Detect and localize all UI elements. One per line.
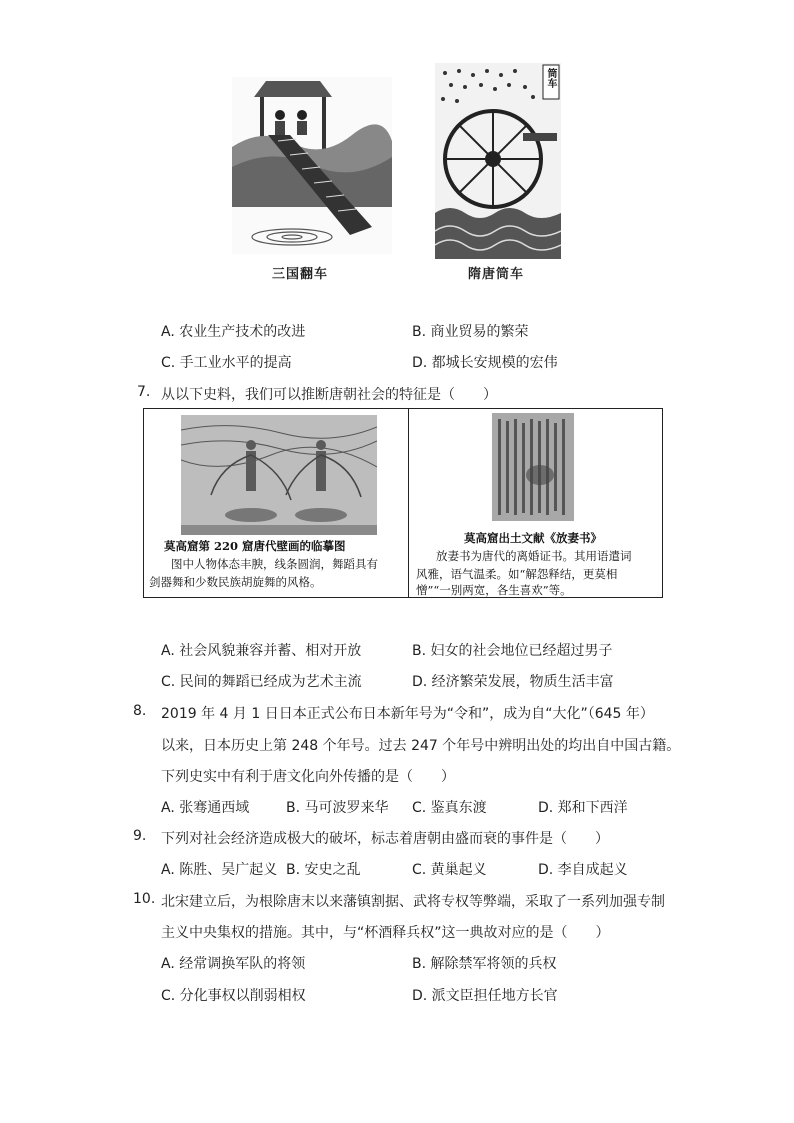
q8-stem-line-1: 2019 年 4 月 1 日日本正式公布日本新年号为“令和”，成为自“大化”（645 年） (161, 706, 654, 722)
q7-right-line-3: 憎”“一别两宽，各生喜欢”等。 (416, 583, 572, 597)
q8-stem-line-2: 以来，日本历史上第 248 个年号。过去 247 个年号中辨明出处的均出自中国古籍。 (161, 738, 681, 754)
q7-left-panel (144, 409, 409, 597)
q9-number: 9. (133, 828, 147, 844)
q7-option-a[interactable]: A. 社会风貌兼容并蓄、相对开放 (161, 643, 362, 659)
q6-option-a[interactable]: A. 农业生产技术的改进 (161, 324, 306, 340)
tongche-illustration (435, 63, 561, 259)
q8-option-d[interactable]: D. 郑和下西洋 (538, 800, 628, 816)
q8-number: 8. (133, 703, 147, 719)
q9-stem: 下列对社会经济造成极大的破坏，标志着唐朝由盛而衰的事件是（ ） (161, 831, 609, 847)
q7-left-line-1: 图中人物体态丰腴，线条圆润，舞蹈具有 (171, 557, 378, 571)
q6-option-c[interactable]: C. 手工业水平的提高 (161, 355, 292, 371)
q7-right-panel (409, 409, 661, 597)
q7-left-line-2: 剑器舞和少数民族胡旋舞的风格。 (149, 575, 322, 589)
q9-option-d[interactable]: D. 李自成起义 (538, 862, 628, 878)
divorce-document-image (492, 413, 574, 521)
q7-number: 7. (137, 384, 151, 400)
mural-painting-image (181, 415, 377, 535)
fanche-caption: 三国翻车 (272, 267, 329, 282)
q7-right-line-2: 风雅，语气温柔。如“解怨释结，更莫相 (416, 567, 618, 581)
tongche-caption: 隋唐筒车 (468, 267, 525, 282)
q10-number: 10. (133, 891, 156, 907)
q10-option-a[interactable]: A. 经常调换军队的将领 (161, 956, 306, 972)
q6-option-b[interactable]: B. 商业贸易的繁荣 (412, 324, 529, 340)
q7-option-d[interactable]: D. 经济繁荣发展，物质生活丰富 (412, 674, 614, 690)
q10-option-c[interactable]: C. 分化事权以削弱相权 (161, 988, 306, 1004)
q8-stem-line-3: 下列史实中有利于唐文化向外传播的是（ ） (161, 769, 455, 785)
tongche-stamp-label: 筒车 (545, 68, 556, 88)
q9-option-b[interactable]: B. 安史之乱 (286, 862, 361, 878)
q7-option-c[interactable]: C. 民间的舞蹈已经成为艺术主流 (161, 674, 362, 690)
fanche-drawing (232, 77, 392, 254)
q7-source-table (143, 408, 663, 598)
q10-option-d[interactable]: D. 派文臣担任地方长官 (412, 988, 558, 1004)
q10-stem-line-2: 主义中央集权的措施。其中，与“杯酒释兵权”这一典故对应的是（ ） (161, 925, 610, 941)
q8-option-b[interactable]: B. 马可波罗来华 (286, 800, 389, 816)
q7-right-line-1: 放妻书为唐代的离婚证书。其用语遣词 (436, 549, 632, 563)
q10-stem-line-1: 北宋建立后，为根除唐末以来藩镇割据、武将专权等弊端，采取了一系列加强专制 (161, 894, 665, 910)
q7-right-title: 莫高窟出土文献《放妻书》 (464, 531, 602, 545)
q7-stem: 从以下史料，我们可以推断唐朝社会的特征是（ ） (161, 387, 497, 403)
q8-option-a[interactable]: A. 张骞通西域 (161, 800, 250, 816)
fanche-illustration (232, 77, 392, 254)
q7-left-title: 莫高窟第 220 窟唐代壁画的临摹图 (164, 539, 346, 553)
q8-option-c[interactable]: C. 鉴真东渡 (412, 800, 487, 816)
q9-option-c[interactable]: C. 黄巢起义 (412, 862, 487, 878)
q10-option-b[interactable]: B. 解除禁军将领的兵权 (412, 956, 557, 972)
q7-option-b[interactable]: B. 妇女的社会地位已经超过男子 (412, 643, 613, 659)
tongche-drawing (435, 63, 561, 259)
q6-option-d[interactable]: D. 都城长安规模的宏伟 (412, 355, 558, 371)
q9-option-a[interactable]: A. 陈胜、吴广起义 (161, 862, 278, 878)
